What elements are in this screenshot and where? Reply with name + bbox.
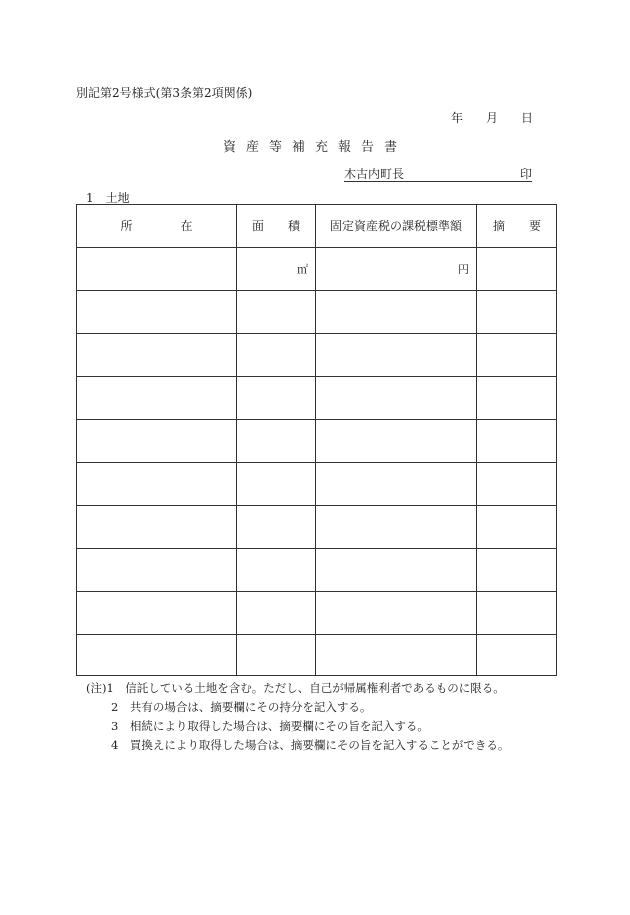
note-1: (注)1 信託している土地を含む。ただし、自己が帰属権利者であるものに限る。 — [86, 681, 505, 695]
row-divider — [77, 333, 556, 334]
note-2: 2 共有の場合は、摘要欄にその持分を記入する。 — [111, 700, 372, 714]
date-day-label: 日 — [521, 111, 534, 125]
date-month-label: 月 — [486, 111, 499, 125]
mayor-line — [344, 165, 532, 182]
column-header-area: 面 積 — [251, 219, 300, 233]
row-divider — [77, 548, 556, 549]
unit-square-meters: ㎡ — [297, 263, 308, 276]
column-divider — [236, 205, 237, 675]
document-title: 資産等補充報告書 — [222, 140, 407, 155]
note-4: 4 買換えにより取得した場合は、摘要欄にその旨を記入することができる。 — [111, 738, 510, 752]
column-header-tax-base: 固定資産税の課税標準額 — [329, 219, 462, 233]
column-header-location: 所 在 — [120, 219, 193, 233]
column-divider — [315, 205, 316, 675]
date-year-label: 年 — [451, 111, 464, 125]
row-divider — [77, 290, 556, 291]
row-divider — [77, 634, 556, 635]
land-table — [76, 204, 557, 676]
unit-yen: 円 — [458, 263, 469, 276]
row-divider — [77, 419, 556, 420]
row-divider — [77, 591, 556, 592]
column-header-remarks: 摘 要 — [492, 219, 541, 233]
seal-mark: 印 — [519, 167, 532, 181]
column-divider — [476, 205, 477, 675]
form-number: 別記第2号様式(第3条第2項関係) — [76, 86, 253, 100]
row-divider — [77, 376, 556, 377]
note-3: 3 相続により取得した場合は、摘要欄にその旨を記入する。 — [111, 719, 429, 733]
mayor-name: 木古内町長 — [344, 167, 405, 181]
row-divider — [77, 505, 556, 506]
row-divider — [77, 247, 556, 248]
section-heading: 1 土地 — [86, 191, 130, 205]
row-divider — [77, 462, 556, 463]
